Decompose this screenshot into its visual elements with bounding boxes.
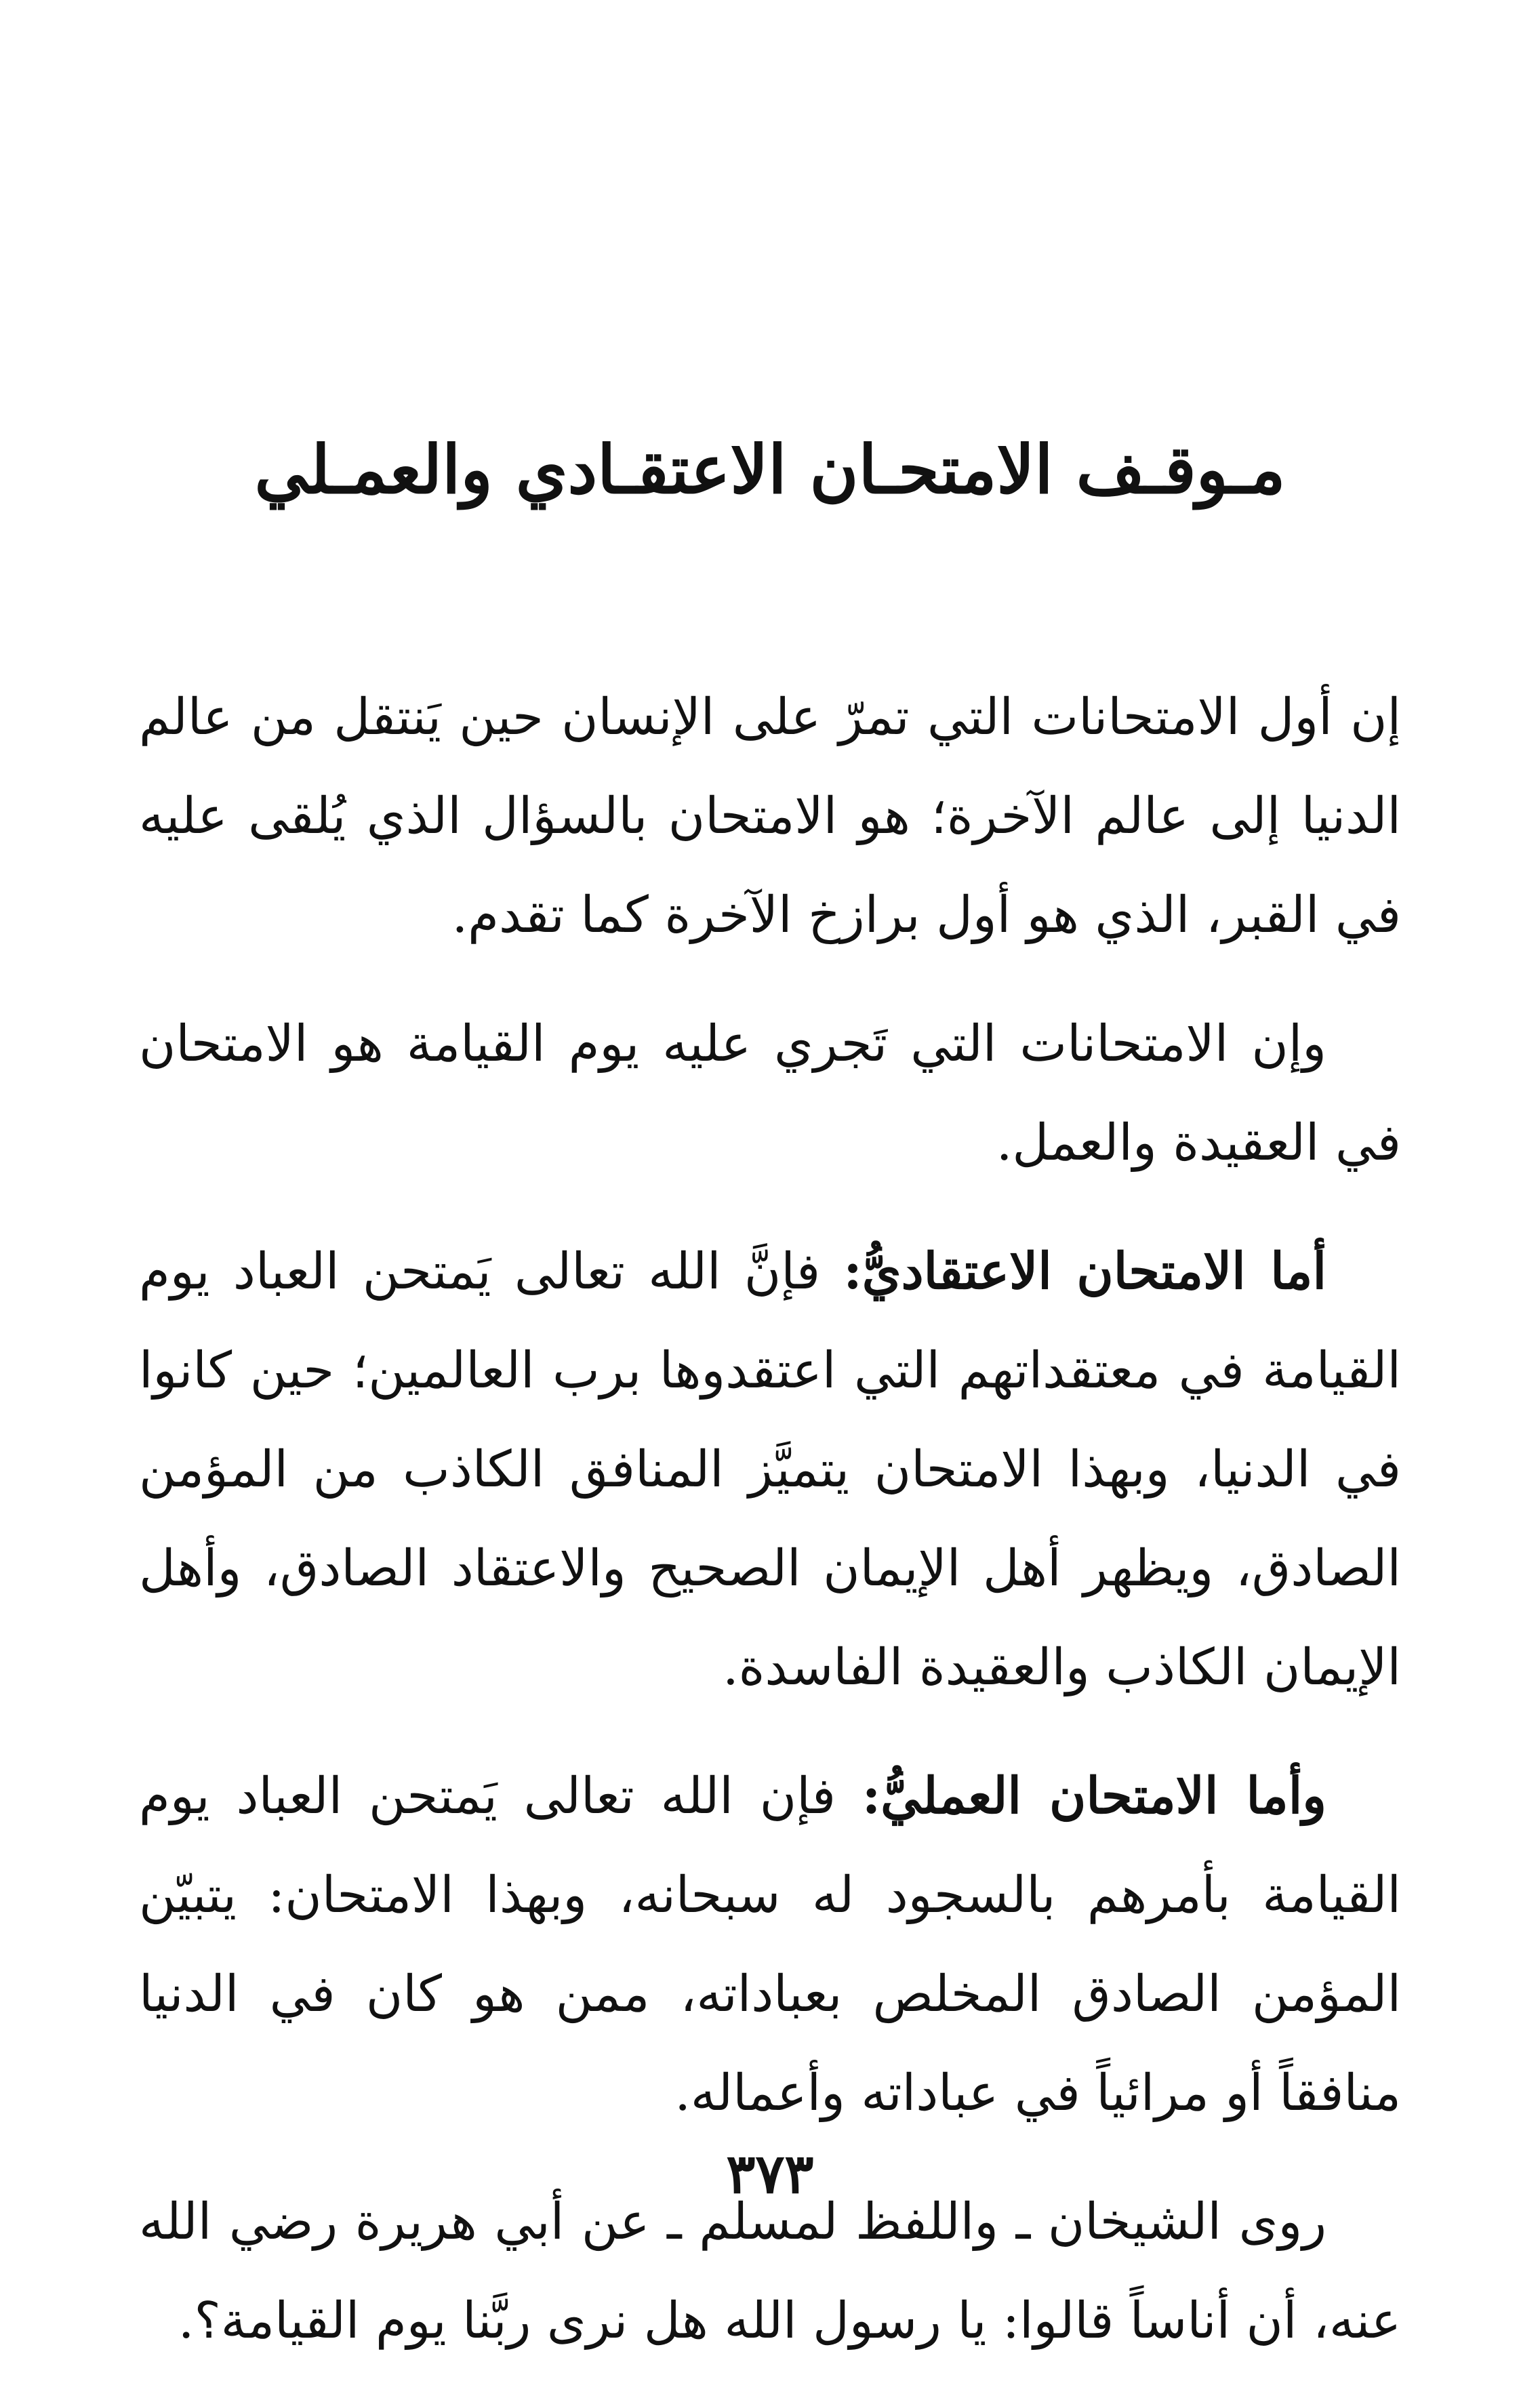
paragraph-1 — [139, 668, 1401, 964]
paragraph-4 — [139, 1747, 1401, 2142]
chapter-title: مـوقـف الامتحـان الاعتقـادي والعمـلي — [254, 431, 1286, 509]
paragraph-text: إن أول الامتحانات التي تمرّ على الإنسان حين يَنتقل من عالم الدنيا إلى عالم الآخرة؛ هو الامتحان بالسؤال الذي يُلقى عليه في القبر، الذي هو أول برازخ الآخرة كما تقدم. — [139, 688, 1401, 944]
paragraph-3 — [139, 1222, 1401, 1717]
page-number: ٣٧٣ — [726, 2142, 814, 2205]
paragraph-lead: وأما الامتحان العمليُّ: — [862, 1767, 1326, 1825]
paragraph-text: روى الشيخان ـ واللفظ لمسلم ـ عن أبي هريرة رضي الله عنه، أن أناساً قالوا: يا رسول الله هل نرى ربَّنا يوم القيامة؟. — [139, 2193, 1401, 2350]
paragraph-text: فإن الله تعالى يَمتحن العباد يوم القيامة بأمرهم بالسجود له سبحانه، وبهذا الامتحان: يتبيّن المؤمن الصادق المخلص بعباداته، ممن هو كان في الدنيا منافقاً أو مرائياً في عباداته وأعماله. — [139, 1767, 1401, 2122]
paragraph-2 — [139, 994, 1401, 1192]
paragraph-text: وإن الامتحانات التي تَجري عليه يوم القيامة هو الامتحان في العقيدة والعمل. — [139, 1015, 1401, 1172]
paragraph-lead: أما الامتحان الاعتقاديُّ: — [843, 1242, 1327, 1301]
paragraph-text: فإنَّ الله تعالى يَمتحن العباد يوم القيامة في معتقداتهم التي اعتقدوها برب العالمين؛ حين كانوا في الدنيا، وبهذا الامتحان يتميَّز المنافق الكاذب من المؤمن الصادق، ويظهر أهل الإيمان الصحيح والاعتقاد الصادق، وأهل الإيمان الكاذب والعقيدة الفاسدة. — [139, 1242, 1401, 1696]
